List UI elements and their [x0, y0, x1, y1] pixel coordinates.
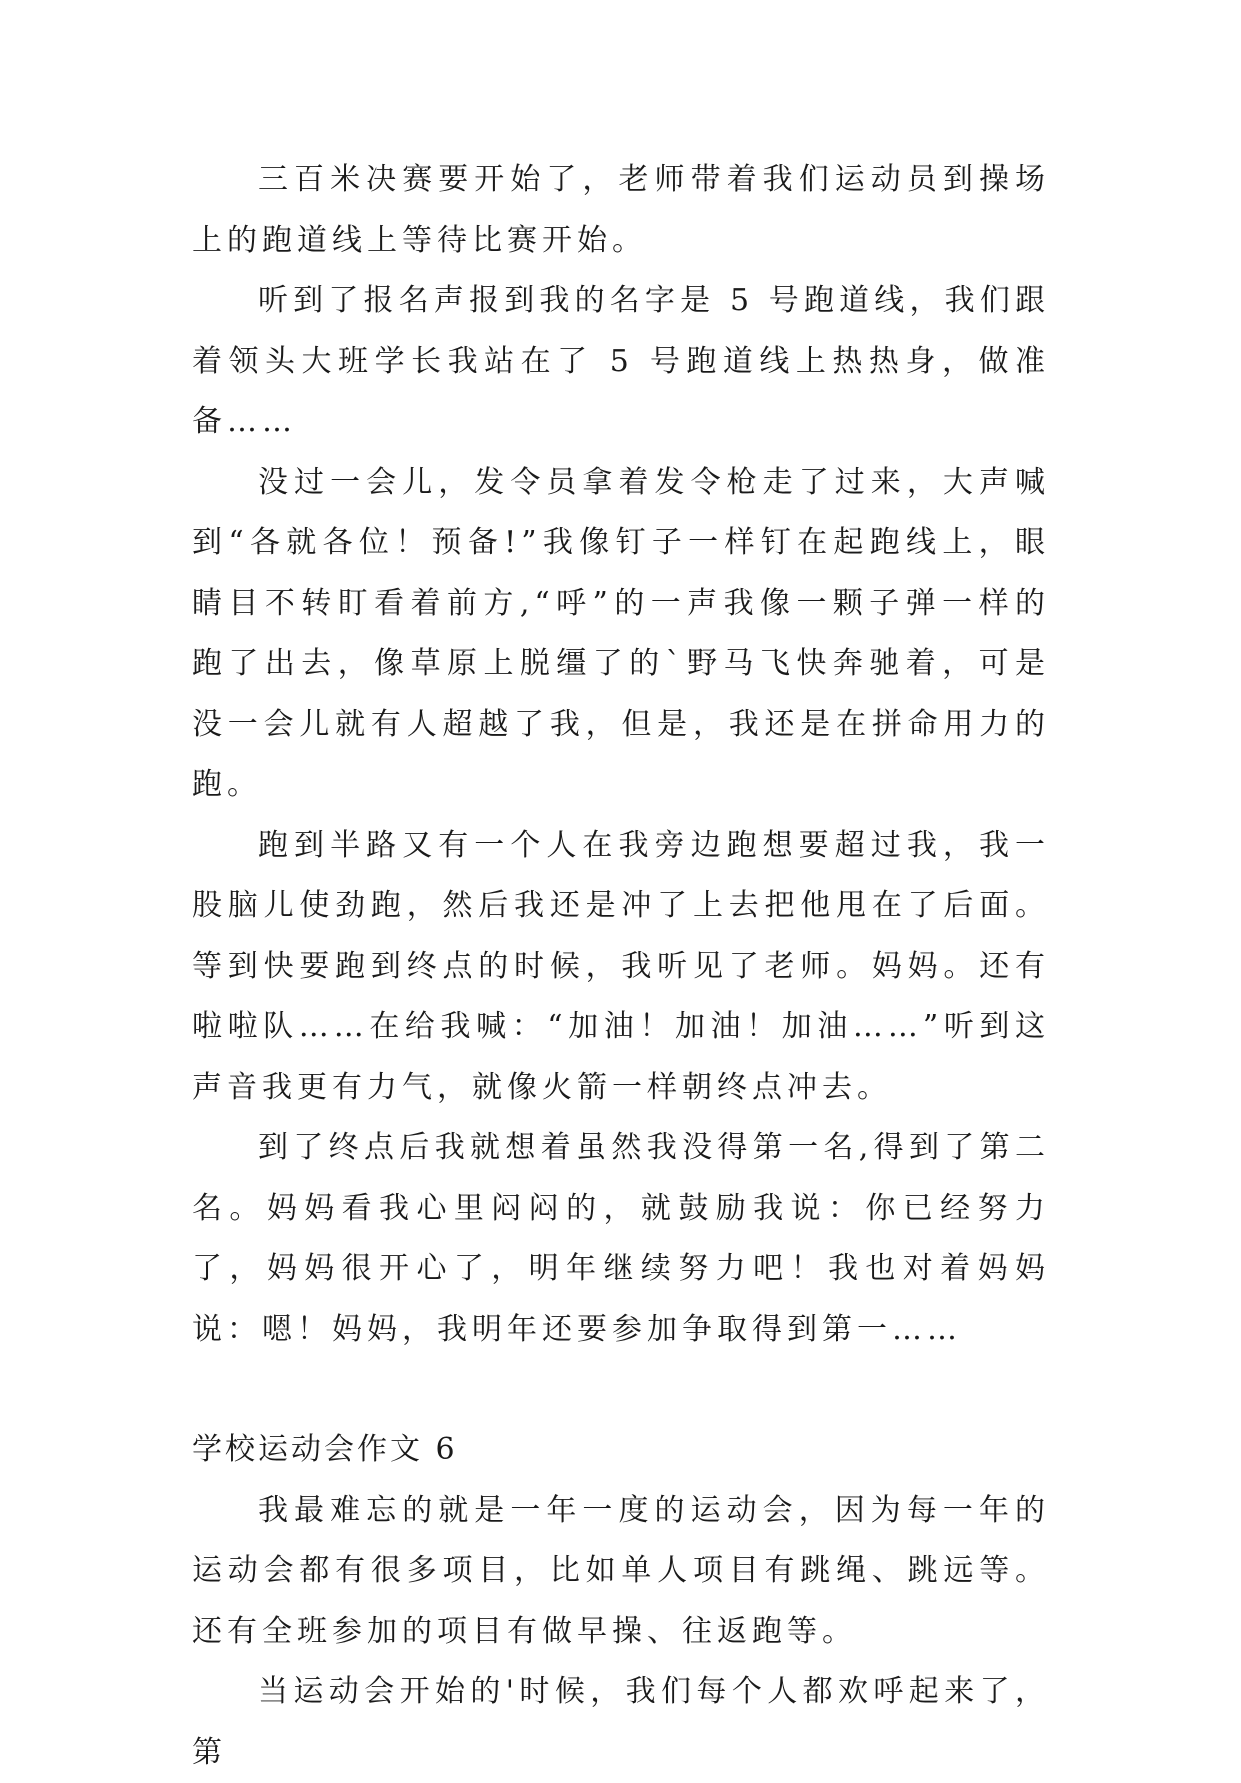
paragraph-lane-five: 听到了报名声报到我的名字是 5 号跑道线，我们跟着领头大班学长我站在了 5 号跑道线上热热身，做准备…… — [192, 283, 1050, 439]
paragraph-race-start: 没过一会儿，发令员拿着发令枪走了过来，大声喊到“各就各位！预备!”我像钉子一样钉在起跑线上，眼睛目不转盯看着前方,“呼”的一声我像一颗子弹一样的跑了出去，像草原上脱缰了的`野马飞快奔驰着，可是没一会儿就有人超越了我，但是，我还是在拼命用力的跑。 — [192, 464, 1050, 802]
paragraph-halfway: 跑到半路又有一个人在我旁边跑想要超过我，我一股脑儿使劲跑，然后我还是冲了上去把他甩在了后面。等到快要跑到终点的时候，我听见了老师。妈妈。还有啦啦队……在给我喊：“加油！加油！加油……”听到这声音我更有力气，就像火箭一样朝终点冲去。 — [192, 827, 1050, 1105]
paragraph-memorable: 我最难忘的就是一年一度的运动会，因为每一年的运动会都有很多项目，比如单人项目有跳绳、跳远等。还有全班参加的项目有做早操、往返跑等。 — [192, 1492, 1050, 1649]
paragraph-cheering: 当运动会开始的'时候，我们每个人都欢呼起来了，第 — [192, 1674, 1050, 1770]
document-page — [192, 150, 1050, 1783]
paragraph-finish: 到了终点后我就想着虽然我没得第一名,得到了第二名。妈妈看我心里闷闷的，就鼓励我说：你已经努力了，妈妈很开心了，明年继续努力吧！我也对着妈妈说：嗯！妈妈，我明年还要参加争取得到第一…… — [192, 1130, 1050, 1347]
essay-heading: 学校运动会作文 6 — [192, 1432, 458, 1467]
paragraph-relay-start: 三百米决赛要开始了，老师带着我们运动员到操场上的跑道线上等待比赛开始。 — [192, 162, 1050, 258]
